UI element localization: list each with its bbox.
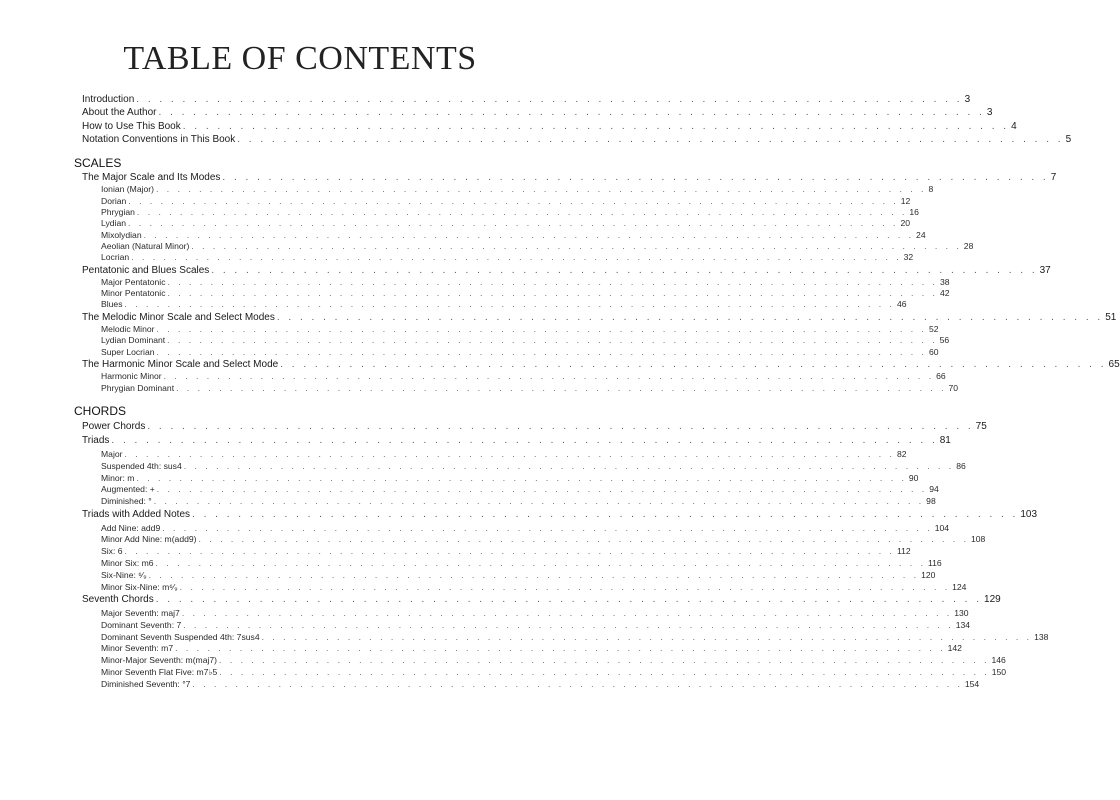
toc-entry-page: 65 xyxy=(1108,358,1120,370)
toc-entry-page: 120 xyxy=(921,569,936,580)
leader-dots: . . . . . . . . . . . . . . . . . . . . . . . . . . . . . . . . . . . . . . . . . . . . . . . . . . . . . . . . . . . . . . . . . . . . . . . . xyxy=(124,449,895,460)
toc-subentry xyxy=(82,607,969,620)
leader-dots: . . . . . . . . . . . . . . . . . . . . . . . . . . . . . . . . . . . . . . . . . . . . . . . . . . . . . . . . . . . . . . . . . . . . . . . . xyxy=(136,207,908,218)
leader-dots: . . . . . . . . . . . . . . . . . . . . . . . . . . . . . . . . . . . . . . . . . . . . . . . . . . . . . . . . . . . . . . . . . . . . . . . . xyxy=(148,569,920,580)
toc-entry-page: 142 xyxy=(947,643,962,654)
toc-entry-page: 12 xyxy=(900,195,911,206)
toc-entry-label: Minor-Major Seventh: m(maj7) xyxy=(101,655,218,666)
toc-entry-page: 42 xyxy=(939,288,950,299)
leader-dots: . . . . . . . . . . . . . . . . . . . . . . . . . . . . . . . . . . . . . . . . . . . . . . . . . . . . . . . . . . . . . . . . . . . . . . . . xyxy=(162,522,933,533)
toc-subentry xyxy=(82,299,907,310)
toc-entry-page: 108 xyxy=(970,534,986,545)
toc-entry-page: 94 xyxy=(929,484,939,495)
toc-entry-label: Minor Six: m6 xyxy=(101,557,154,568)
toc-entry-page: 130 xyxy=(954,607,969,618)
toc-entry-label: Major xyxy=(101,449,123,460)
toc-entry-page: 28 xyxy=(963,240,974,251)
toc-entry-label: Triads with Added Notes xyxy=(82,509,191,520)
toc-entry-page: 66 xyxy=(936,371,946,382)
toc-subentry xyxy=(82,678,980,691)
leader-dots: . . . . . . . . . . . . . . . . . . . . . . . . . . . . . . . . . . . . . . . . . . . . . . . . . . . . . . . . . . . . . . . . . . . . . . . . xyxy=(181,607,953,618)
toc-subentry xyxy=(82,382,959,394)
leader-dots: . . . . . . . . . . . . . . . . . . . . . . . . . . . . . . . . . . . . . . . . . . . . . . . . . . . . . . . . . . . . . . . . . . . . . . . . xyxy=(261,631,1033,642)
toc-entry-page: 103 xyxy=(1020,509,1038,520)
leader-dots: . . . . . . . . . . . . . . . . . . . . . . . . . . . . . . . . . . . . . . . . . . . . . . . . . . . . . . . . . . . . . . . . . . . . . . . . xyxy=(167,276,938,287)
leader-dots: . . . . . . . . . . . . . . . . . . . . . . . . . . . . . . . . . . . . . . . . . . . . . . . . . . . . . . . . . . . . . . . . . . . . . . . . xyxy=(179,581,951,592)
toc-entry-page: 112 xyxy=(896,546,911,557)
leader-dots: . . . . . . . . . . . . . . . . . . . . . . . . . . . . . . . . . . . . . . . . . . . . . . . . . . . . . . . . . . . . . . . . . . . . . . . . xyxy=(192,509,1019,520)
toc-entry-page: 82 xyxy=(896,449,907,460)
toc-entry-label: Minor Six-Nine: m⁶⁄₉ xyxy=(101,581,178,592)
toc-subentry xyxy=(82,184,934,195)
toc-entry-page: 20 xyxy=(900,218,911,229)
scales-block xyxy=(82,171,1120,394)
toc-subentry xyxy=(82,546,911,558)
toc-entry-page: 46 xyxy=(896,299,907,310)
toc-entry xyxy=(82,120,1017,133)
leader-dots: . . . . . . . . . . . . . . . . . . . . . . . . . . . . . . . . . . . . . . . . . . . . . . . . . . . . . . . . . . . . . . . . . . . . . . . . xyxy=(124,299,895,310)
leader-dots: . . . . . . . . . . . . . . . . . . . . . . . . . . . . . . . . . . . . . . . . . . . . . . . . . . . . . . . . . . . . . . . . . . . . . . . . xyxy=(219,666,990,677)
toc-subentry xyxy=(82,324,939,335)
toc-subentry xyxy=(82,460,966,473)
toc-entry-label: Introduction xyxy=(82,94,135,105)
toc-entry-label: Seventh Chords xyxy=(82,594,154,606)
toc-entry-page: 3 xyxy=(964,94,971,105)
toc-entry-label: How to Use This Book xyxy=(82,120,181,132)
toc-subentry xyxy=(82,631,1049,644)
toc-subentry xyxy=(82,619,971,632)
leader-dots: . . . . . . . . . . . . . . . . . . . . . . . . . . . . . . . . . . . . . . . . . . . . . . . . . . . . . . . . . . . . . . . . . . . . . . . . xyxy=(136,94,963,105)
toc-subentry xyxy=(82,484,939,496)
leader-dots: . . . . . . . . . . . . . . . . . . . . . . . . . . . . . . . . . . . . . . . . . . . . . . . . . . . . . . . . . . . . . . . . . . . . . . . . xyxy=(136,472,907,483)
leader-dots: . . . . . . . . . . . . . . . . . . . . . . . . . . . . . . . . . . . . . . . . . . . . . . . . . . . . . . . . . . . . . . . . . . . . . . . . xyxy=(163,371,935,382)
leader-dots: . . . . . . . . . . . . . . . . . . . . . . . . . . . . . . . . . . . . . . . . . . . . . . . . . . . . . . . . . . . . . . . . . . . . . . . . xyxy=(182,120,1010,132)
toc-entry-label: Add Nine: add9 xyxy=(101,522,161,533)
leader-dots: . . . . . . . . . . . . . . . . . . . . . . . . . . . . . . . . . . . . . . . . . . . . . . . . . . . . . . . . . . . . . . . . . . . . . . . . xyxy=(175,643,946,654)
toc-entry-label: Notation Conventions in This Book xyxy=(82,133,236,145)
toc-entry-label: Minor Add Nine: m(add9) xyxy=(101,534,197,545)
leader-dots: . . . . . . . . . . . . . . . . . . . . . . . . . . . . . . . . . . . . . . . . . . . . . . . . . . . . . . . . . . . . . . . . . . . . . . . . xyxy=(176,382,947,393)
toc-entry-page: 104 xyxy=(934,522,950,533)
leader-dots: . . . . . . . . . . . . . . . . . . . . . . . . . . . . . . . . . . . . . . . . . . . . . . . . . . . . . . . . . . . . . . . . . . . . . . . . xyxy=(155,594,983,606)
leader-dots: . . . . . . . . . . . . . . . . . . . . . . . . . . . . . . . . . . . . . . . . . . . . . . . . . . . . . . . . . . . . . . . . . . . . . . . . xyxy=(124,546,895,557)
toc-entry-page: 8 xyxy=(928,184,934,195)
toc-entry-label: Dorian xyxy=(101,195,127,206)
toc-subentry xyxy=(82,335,950,346)
toc-subentry xyxy=(82,557,942,570)
toc-entry-label: Mixolydian xyxy=(101,229,142,240)
toc-entry-label: Pentatonic and Blues Scales xyxy=(82,264,210,276)
toc-subentry xyxy=(82,229,926,241)
toc-subentry xyxy=(82,522,950,535)
toc-subentry xyxy=(82,346,939,358)
toc-entry xyxy=(82,106,993,119)
toc-subentry xyxy=(82,371,946,382)
toc-subentry xyxy=(82,534,986,546)
leader-dots: . . . . . . . . . . . . . . . . . . . . . . . . . . . . . . . . . . . . . . . . . . . . . . . . . . . . . . . . . . . . . . . . . . . . . . . . xyxy=(153,496,925,507)
toc-entry-label: Phrygian xyxy=(101,207,135,218)
leader-dots: . . . . . . . . . . . . . . . . . . . . . . . . . . . . . . . . . . . . . . . . . . . . . . . . . . . . . . . . . . . . . . . . . . . . . . . . xyxy=(128,195,899,206)
leader-dots: . . . . . . . . . . . . . . . . . . . . . . . . . . . . . . . . . . . . . . . . . . . . . . . . . . . . . . . . . . . . . . . . . . . . . . . . xyxy=(156,324,927,335)
toc-group-entry xyxy=(82,358,1120,371)
toc-entry-page: 98 xyxy=(926,496,936,507)
toc-entry-label: Augmented: + xyxy=(101,484,155,495)
toc-entry-label: Phrygian Dominant xyxy=(101,382,175,393)
leader-dots: . . . . . . . . . . . . . . . . . . . . . . . . . . . . . . . . . . . . . . . . . . . . . . . . . . . . . . . . . . . . . . . . . . . . . . . . xyxy=(143,229,915,240)
toc-entry-label: The Harmonic Minor Scale and Select Mode xyxy=(82,358,279,370)
toc-entry-page: 51 xyxy=(1105,311,1117,323)
intro-block xyxy=(82,93,1072,146)
toc-subentry xyxy=(82,643,962,655)
toc-entry-label: Lydian Dominant xyxy=(101,335,166,346)
leader-dots: . . . . . . . . . . . . . . . . . . . . . . . . . . . . . . . . . . . . . . . . . . . . . . . . . . . . . . . . . . . . . . . . . . . . . . . . xyxy=(158,107,985,119)
toc-subentry xyxy=(82,276,950,288)
toc-entry-label: Six: 6 xyxy=(101,546,123,557)
toc-entry-label: About the Author xyxy=(82,107,157,119)
toc-group-entry xyxy=(82,420,987,435)
toc-entry-label: Minor Seventh Flat Five: m7♭5 xyxy=(101,666,218,677)
leader-dots: . . . . . . . . . . . . . . . . . . . . . . . . . . . . . . . . . . . . . . . . . . . . . . . . . . . . . . . . . . . . . . . . . . . . . . . . xyxy=(276,311,1104,323)
toc-subentry xyxy=(82,472,919,485)
toc-subentry xyxy=(82,496,936,508)
leader-dots: . . . . . . . . . . . . . . . . . . . . . . . . . . . . . . . . . . . . . . . . . . . . . . . . . . . . . . . . . . . . . . . . . . . . . . . . xyxy=(183,460,955,471)
toc-entry-label: Minor Pentatonic xyxy=(101,288,166,299)
leader-dots: . . . . . . . . . . . . . . . . . . . . . . . . . . . . . . . . . . . . . . . . . . . . . . . . . . . . . . . . . . . . . . . . . . . . . . . . xyxy=(237,133,1064,145)
toc-entry-page: 38 xyxy=(939,276,950,287)
toc-entry-label: Triads xyxy=(82,435,110,447)
toc-entry-page: 138 xyxy=(1034,631,1049,642)
toc-entry-label: Major Seventh: maj7 xyxy=(101,607,180,618)
toc-entry-label: Aeolian (Natural Minor) xyxy=(101,240,190,251)
section-heading-chords: CHORDS xyxy=(74,403,127,418)
section-heading-scales: SCALES xyxy=(74,156,122,171)
toc-entry-page: 56 xyxy=(939,335,950,346)
toc-entry-page: 4 xyxy=(1011,120,1017,132)
toc-entry-page: 52 xyxy=(928,324,939,335)
toc-entry-label: The Melodic Minor Scale and Select Modes xyxy=(82,311,275,323)
toc-entry-page: 116 xyxy=(927,557,942,568)
leader-dots: . . . . . . . . . . . . . . . . . . . . . . . . . . . . . . . . . . . . . . . . . . . . . . . . . . . . . . . . . . . . . . . . . . . . . . . . xyxy=(192,678,963,689)
toc-list xyxy=(74,93,1120,691)
leader-dots: . . . . . . . . . . . . . . . . . . . . . . . . . . . . . . . . . . . . . . . . . . . . . . . . . . . . . . . . . . . . . . . . . . . . . . . . xyxy=(111,435,938,447)
toc-entry-label: Minor: m xyxy=(101,472,135,483)
toc-subentry xyxy=(82,288,950,299)
toc-entry-page: 24 xyxy=(916,229,926,240)
toc-entry-label: The Major Scale and Its Modes xyxy=(82,172,221,184)
toc-entry-label: Blues xyxy=(101,299,123,310)
leader-dots: . . . . . . . . . . . . . . . . . . . . . . . . . . . . . . . . . . . . . . . . . . . . . . . . . . . . . . . . . . . . . . . . . . . . . . . . xyxy=(211,264,1038,276)
leader-dots: . . . . . . . . . . . . . . . . . . . . . . . . . . . . . . . . . . . . . . . . . . . . . . . . . . . . . . . . . . . . . . . . . . . . . . . . xyxy=(222,172,1049,184)
toc-entry-label: Six-Nine: ⁶⁄₉ xyxy=(101,569,147,580)
leader-dots: . . . . . . . . . . . . . . . . . . . . . . . . . . . . . . . . . . . . . . . . . . . . . . . . . . . . . . . . . . . . . . . . . . . . . . . . xyxy=(147,420,974,432)
page-title: TABLE OF CONTENTS xyxy=(123,40,477,77)
toc-entry-label: Dominant Seventh Suspended 4th: 7sus4 xyxy=(101,631,260,642)
leader-dots: . . . . . . . . . . . . . . . . . . . . . . . . . . . . . . . . . . . . . . . . . . . . . . . . . . . . . . . . . . . . . . . . . . . . . . . . xyxy=(198,534,969,545)
toc-group-entry xyxy=(82,311,1117,324)
leader-dots: . . . . . . . . . . . . . . . . . . . . . . . . . . . . . . . . . . . . . . . . . . . . . . . . . . . . . . . . . . . . . . . . . . . . . . . . xyxy=(156,184,927,195)
toc-entry-label: Melodic Minor xyxy=(101,324,155,335)
toc-entry-page: 75 xyxy=(975,420,987,432)
toc-entry-page: 70 xyxy=(948,382,959,393)
toc-entry-label: Ionian (Major) xyxy=(101,184,155,195)
toc-entry-label: Diminished: ° xyxy=(101,496,152,507)
toc-entry-page: 150 xyxy=(991,666,1007,677)
toc-subentry xyxy=(82,195,911,207)
toc-entry-label: Locrian xyxy=(101,252,130,263)
toc-entry-label: Power Chords xyxy=(82,420,146,432)
toc-entry-page: 16 xyxy=(909,207,919,218)
leader-dots: . . . . . . . . . . . . . . . . . . . . . . . . . . . . . . . . . . . . . . . . . . . . . . . . . . . . . . . . . . . . . . . . . . . . . . . . xyxy=(219,655,990,666)
toc-group-entry xyxy=(82,171,1057,184)
leader-dots: . . . . . . . . . . . . . . . . . . . . . . . . . . . . . . . . . . . . . . . . . . . . . . . . . . . . . . . . . . . . . . . . . . . . . . . . xyxy=(155,557,926,568)
toc-entry-label: Dominant Seventh: 7 xyxy=(101,619,182,630)
toc-group-entry xyxy=(82,508,1038,523)
leader-dots: . . . . . . . . . . . . . . . . . . . . . . . . . . . . . . . . . . . . . . . . . . . . . . . . . . . . . . . . . . . . . . . . . . . . . . . . xyxy=(128,218,899,229)
toc-entry-label: Harmonic Minor xyxy=(101,371,162,382)
toc-entry-page: 81 xyxy=(939,435,951,447)
toc-entry-page: 60 xyxy=(928,346,939,357)
toc-entry-label: Lydian xyxy=(101,218,127,229)
chords-block xyxy=(82,420,1049,691)
toc-entry-page: 5 xyxy=(1065,133,1072,145)
toc-entry-page: 37 xyxy=(1039,264,1051,276)
toc-entry-page: 154 xyxy=(964,678,980,689)
toc-entry xyxy=(82,133,1072,146)
toc-entry-label: Major Pentatonic xyxy=(101,276,166,287)
toc-subentry xyxy=(82,666,1007,679)
leader-dots: . . . . . . . . . . . . . . . . . . . . . . . . . . . . . . . . . . . . . . . . . . . . . . . . . . . . . . . . . . . . . . . . . . . . . . . . xyxy=(156,484,928,495)
leader-dots: . . . . . . . . . . . . . . . . . . . . . . . . . . . . . . . . . . . . . . . . . . . . . . . . . . . . . . . . . . . . . . . . . . . . . . . . xyxy=(191,240,962,251)
toc-subentry xyxy=(82,240,974,252)
leader-dots: . . . . . . . . . . . . . . . . . . . . . . . . . . . . . . . . . . . . . . . . . . . . . . . . . . . . . . . . . . . . . . . . . . . . . . . . xyxy=(131,252,902,263)
leader-dots: . . . . . . . . . . . . . . . . . . . . . . . . . . . . . . . . . . . . . . . . . . . . . . . . . . . . . . . . . . . . . . . . . . . . . . . . xyxy=(183,619,954,630)
leader-dots: . . . . . . . . . . . . . . . . . . . . . . . . . . . . . . . . . . . . . . . . . . . . . . . . . . . . . . . . . . . . . . . . . . . . . . . . xyxy=(167,335,938,346)
toc-subentry xyxy=(82,569,936,582)
toc-entry-page: 7 xyxy=(1050,172,1057,184)
toc-entry-page: 86 xyxy=(956,460,966,471)
leader-dots: . . . . . . . . . . . . . . . . . . . . . . . . . . . . . . . . . . . . . . . . . . . . . . . . . . . . . . . . . . . . . . . . . . . . . . . . xyxy=(156,346,927,357)
toc-entry-label: Super Locrian xyxy=(101,346,155,357)
toc-entry-page: 134 xyxy=(955,619,971,630)
toc-group-entry xyxy=(82,593,1001,608)
toc-entry-label: Suspended 4th: sus4 xyxy=(101,460,182,471)
toc-entry xyxy=(82,93,971,106)
toc-entry-label: Minor Seventh: m7 xyxy=(101,643,174,654)
leader-dots: . . . . . . . . . . . . . . . . . . . . . . . . . . . . . . . . . . . . . . . . . . . . . . . . . . . . . . . . . . . . . . . . . . . . . . . . xyxy=(280,358,1107,370)
toc-subentry xyxy=(82,581,967,594)
toc-entry-page: 129 xyxy=(984,594,1001,606)
toc-subentry xyxy=(82,252,914,263)
toc-subentry xyxy=(82,218,911,229)
toc-entry-page: 90 xyxy=(908,472,919,483)
toc-entry-page: 124 xyxy=(952,581,967,592)
toc-entry-label: Diminished Seventh: °7 xyxy=(101,678,191,689)
toc-subentry xyxy=(82,207,919,218)
toc-group-entry xyxy=(82,434,951,449)
toc-entry-page: 32 xyxy=(903,252,914,263)
toc-group-entry xyxy=(82,264,1051,277)
toc-subentry xyxy=(82,655,1006,667)
toc-entry-page: 3 xyxy=(986,107,993,119)
toc-entry-page: 146 xyxy=(991,655,1006,666)
leader-dots: . . . . . . . . . . . . . . . . . . . . . . . . . . . . . . . . . . . . . . . . . . . . . . . . . . . . . . . . . . . . . . . . . . . . . . . . xyxy=(167,288,938,299)
toc-subentry xyxy=(82,449,907,461)
